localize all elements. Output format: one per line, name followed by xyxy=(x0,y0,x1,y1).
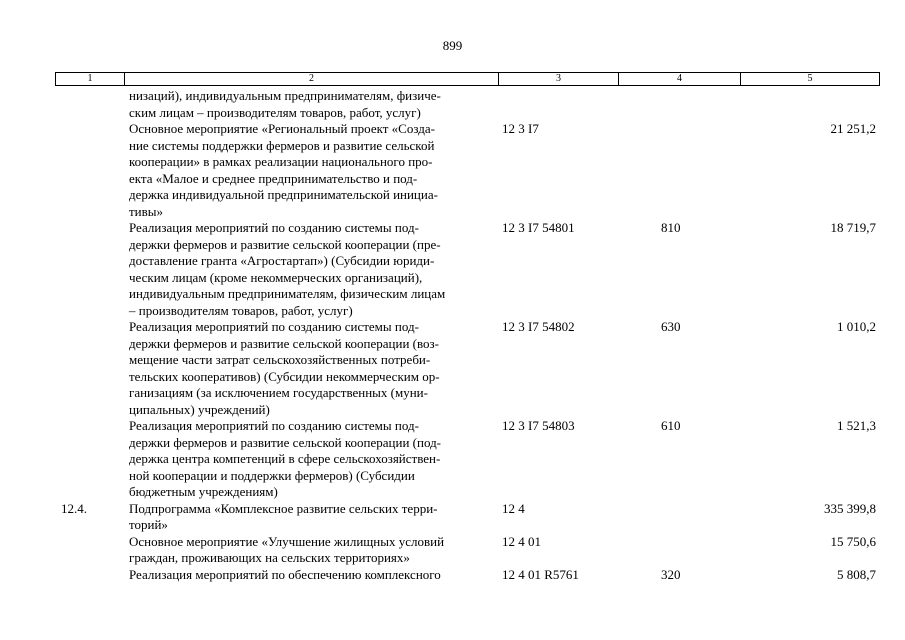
description-line: ной кооперации и поддержки фермеров) (Субсидии xyxy=(129,467,415,483)
row-expense-type: 610 xyxy=(661,418,681,433)
row-description xyxy=(123,534,497,567)
table-row xyxy=(55,88,880,121)
row-code: 12 3 I7 54803 xyxy=(502,418,575,433)
table-row xyxy=(55,418,880,501)
row-description xyxy=(123,319,497,418)
description-line: граждан, проживающих на сельских территориях» xyxy=(129,550,410,565)
description-line: Реализация мероприятий по созданию системы под- xyxy=(129,319,419,334)
row-expense-type xyxy=(617,121,739,220)
description-line: бюджетным учреждениям) xyxy=(129,484,278,499)
description-line: тельских кооперативов) (Субсидии некоммерческим ор- xyxy=(129,368,440,384)
row-number xyxy=(55,418,123,501)
row-number: 12.4. xyxy=(61,500,87,516)
description-line: индивидуальным предпринимателям, физическим лицам xyxy=(129,286,446,301)
row-code: 12 3 I7 54802 xyxy=(502,319,575,334)
description-line: ским лицам – производителям товаров, работ, услуг) xyxy=(129,104,421,120)
description-line: доставление гранта «Агростартап») (Субсидии юриди- xyxy=(129,253,435,268)
row-sum: 15 750,6 xyxy=(830,533,876,549)
row-sum: 5 808,7 xyxy=(837,566,876,582)
header-col-1: 1 xyxy=(87,73,93,84)
description-line: держка центра компетенций в сфере сельскохозяйствен- xyxy=(129,451,441,466)
row-description xyxy=(123,220,497,319)
description-line: Основное мероприятие «Улучшение жилищных условий xyxy=(129,533,445,549)
row-expense-type xyxy=(617,88,739,121)
row-sum: 1 521,3 xyxy=(837,418,876,433)
row-code: 12 4 xyxy=(502,500,525,516)
description-line: Реализация мероприятий по созданию системы под- xyxy=(129,220,419,235)
row-code: 12 4 01 R5761 xyxy=(502,566,579,582)
description-line: кооперации» в рамках реализации национального про- xyxy=(129,154,433,169)
description-line: ципальных) учреждений) xyxy=(129,401,270,417)
table-row xyxy=(55,501,880,534)
row-sum: 21 251,2 xyxy=(830,121,876,136)
table-row xyxy=(55,534,880,567)
row-number xyxy=(55,319,123,418)
description-line: торий» xyxy=(129,517,168,532)
header-col-4: 4 xyxy=(618,73,740,85)
row-code: 12 3 I7 54801 xyxy=(502,220,575,235)
description-line: тивы» xyxy=(129,203,164,219)
row-description xyxy=(123,567,497,584)
description-line: – производителям товаров, работ, услуг) xyxy=(129,302,353,318)
description-line: ние системы поддержки фермеров и развитие сельской xyxy=(129,137,435,153)
table-row xyxy=(55,319,880,418)
row-expense-type: 320 xyxy=(661,566,681,582)
header-col-3: 3 xyxy=(498,73,618,85)
description-line: мещение части затрат сельскохозяйственных потреби- xyxy=(129,352,431,367)
description-line: низаций), индивидуальным предпринимателям, физиче- xyxy=(129,88,441,103)
row-description xyxy=(123,501,497,534)
description-line: держки фермеров и развитие сельской кооперации (воз- xyxy=(129,335,440,351)
description-line: Основное мероприятие «Региональный проект «Созда- xyxy=(129,121,435,136)
row-description xyxy=(123,121,497,220)
row-expense-type: 630 xyxy=(661,319,681,334)
row-sum: 335 399,8 xyxy=(824,500,876,516)
row-description xyxy=(123,88,497,121)
page-number: 899 xyxy=(442,38,463,53)
row-sum xyxy=(739,88,880,121)
table-row xyxy=(55,567,880,584)
row-number xyxy=(55,534,123,567)
row-number xyxy=(55,567,123,584)
description-line: Подпрограмма «Комплексное развитие сельских терри- xyxy=(129,500,438,516)
description-line: ганизациям (за исключением государственных (муни- xyxy=(129,385,428,400)
row-number xyxy=(55,121,123,220)
table-row xyxy=(55,220,880,319)
header-col-2: 2 xyxy=(124,73,498,85)
row-expense-type xyxy=(617,501,739,534)
row-expense-type: 810 xyxy=(661,220,681,235)
description-line: держки фермеров и развитие сельской кооперации (пре- xyxy=(129,236,441,252)
description-line: ческим лицам (кроме некоммерческих организаций), xyxy=(129,269,423,285)
row-description xyxy=(123,418,497,501)
description-line: Реализация мероприятий по обеспечению комплексного xyxy=(129,566,441,582)
row-expense-type xyxy=(617,534,739,567)
description-line: Реализация мероприятий по созданию системы под- xyxy=(129,418,419,433)
row-code: 12 4 01 xyxy=(502,533,541,549)
description-line: держка индивидуальной предпринимательской инициа- xyxy=(129,187,438,202)
description-line: екта «Малое и среднее предпринимательство и под- xyxy=(129,170,418,186)
row-number xyxy=(55,88,123,121)
row-sum: 1 010,2 xyxy=(837,319,876,334)
table-body xyxy=(55,88,880,583)
row-code xyxy=(497,88,617,121)
header-col-5: 5 xyxy=(740,73,879,85)
row-code: 12 3 I7 xyxy=(502,121,539,136)
table-row xyxy=(55,121,880,220)
row-sum: 18 719,7 xyxy=(830,220,876,235)
description-line: держки фермеров и развитие сельской кооперации (под- xyxy=(129,434,442,450)
table-header-row xyxy=(55,72,880,86)
row-number xyxy=(55,220,123,319)
